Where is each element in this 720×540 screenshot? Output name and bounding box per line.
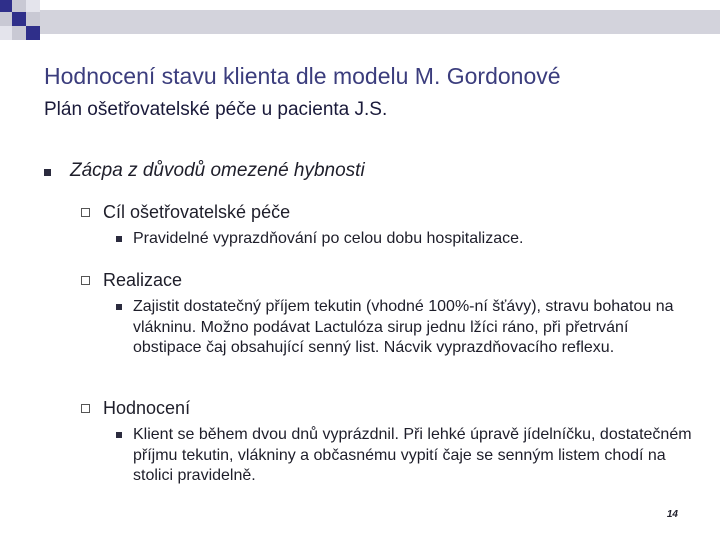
bullet-square-icon bbox=[116, 432, 122, 438]
section-heading-goal: Cíl ošetřovatelské péče bbox=[103, 202, 291, 222]
section-detail-realization: Zajistit dostatečný příjem tekutin (vhodné 100%-ní šťávy), stravu bohatou na vlákninu. Možno podávat Lactulóza sirup jednu lžíci ráno, při přetrvání obstipace čaj obsahující senný list. Nácvik vyprazdňovacího reflexu. bbox=[133, 298, 674, 356]
section-detail-goal: Pravidelné vyprazdňování po celou dobu hospitalizace. bbox=[133, 230, 524, 247]
bullet-square-icon bbox=[116, 236, 122, 242]
slide-title: Hodnocení stavu klienta dle modelu M. Gordonové bbox=[44, 63, 561, 89]
main-point: Zácpa z důvodů omezené hybnosti bbox=[70, 160, 365, 181]
page-number: 14 bbox=[666, 509, 678, 520]
hollow-square-bullet-icon bbox=[81, 208, 90, 217]
hollow-square-bullet-icon bbox=[81, 276, 90, 285]
section-heading-realization: Realizace bbox=[103, 270, 183, 290]
corner-decoration bbox=[0, 0, 720, 40]
bullet-square-icon bbox=[44, 169, 51, 176]
bullet-square-icon bbox=[116, 304, 122, 310]
section-detail-evaluation: Klient se během dvou dnů vyprázdnil. Při lehké úpravě jídelníčku, dostatečném příjmu tekutin, vlákniny a občasnému vypití čaje se senným listem chodí na stolici pravidelně. bbox=[133, 426, 692, 484]
slide-subtitle: Plán ošetřovatelské péče u pacienta J.S. bbox=[44, 99, 388, 120]
hollow-square-bullet-icon bbox=[81, 404, 90, 413]
section-heading-evaluation: Hodnocení bbox=[103, 398, 191, 418]
